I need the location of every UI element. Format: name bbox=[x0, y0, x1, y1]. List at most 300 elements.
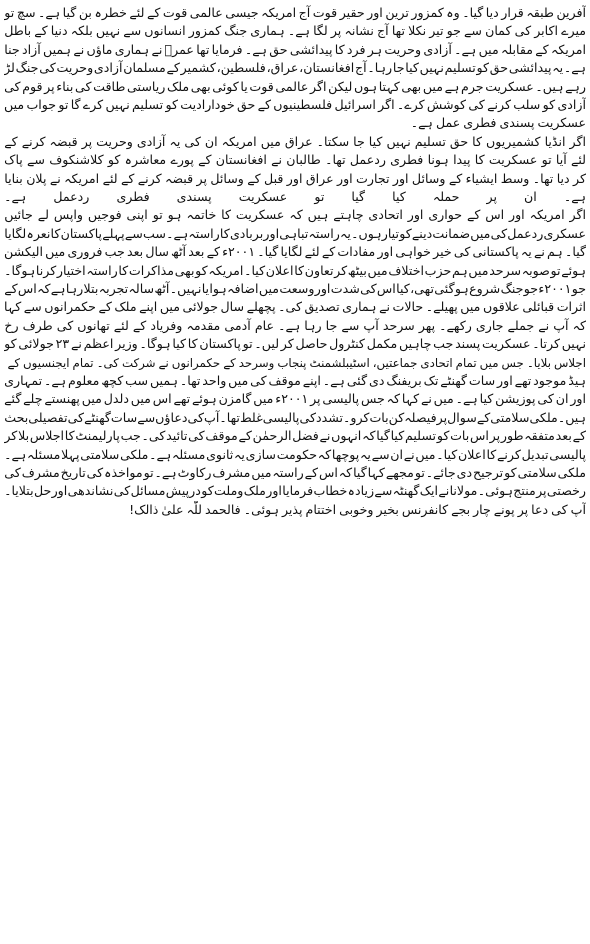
word: عمرؓ bbox=[164, 41, 194, 57]
word: پر bbox=[536, 483, 547, 499]
word: متفقہ bbox=[524, 428, 555, 444]
word: فطری bbox=[463, 115, 497, 131]
word: عام bbox=[254, 317, 274, 333]
word: ان bbox=[204, 133, 218, 149]
word: سلامتی bbox=[517, 465, 557, 480]
word: واحد bbox=[202, 373, 227, 388]
word: ہے۔ bbox=[322, 373, 345, 388]
word: پوزیشن bbox=[495, 391, 536, 407]
text-line bbox=[4, 206, 586, 224]
word: طبقہ bbox=[526, 5, 554, 20]
word: عسکریت bbox=[488, 152, 538, 168]
word: گیا bbox=[351, 189, 366, 204]
word: آدمی bbox=[224, 317, 251, 333]
word: گھنٹہ bbox=[392, 483, 420, 499]
word: رخصتی bbox=[546, 483, 586, 499]
word: اور bbox=[51, 483, 68, 499]
word: کا bbox=[219, 225, 230, 241]
text-line bbox=[4, 4, 586, 22]
word: تسلیم bbox=[132, 97, 164, 112]
word: چاہتے bbox=[333, 207, 364, 223]
word: خودارادیت bbox=[180, 97, 235, 112]
word: مفادات bbox=[337, 244, 376, 260]
word: بلایا۔ bbox=[526, 355, 551, 370]
word: تو bbox=[152, 207, 163, 223]
word: کے bbox=[247, 170, 261, 186]
word: اس bbox=[485, 207, 505, 223]
word: اثرات bbox=[556, 299, 586, 315]
word: تو bbox=[242, 336, 253, 352]
word: لئے bbox=[570, 152, 586, 168]
word: تصدیق bbox=[304, 299, 340, 315]
word: یہ bbox=[520, 244, 532, 260]
word: تھا۔ bbox=[325, 152, 346, 168]
word: رکاوٹ bbox=[177, 465, 212, 480]
word: ان bbox=[390, 446, 404, 462]
word: لئے bbox=[102, 170, 118, 186]
word: کے bbox=[98, 299, 112, 315]
word: ہمیں bbox=[43, 41, 72, 57]
word: قوت bbox=[162, 5, 188, 20]
word: نہیں۔ bbox=[169, 281, 202, 296]
word: کو bbox=[107, 152, 121, 168]
word: تھا bbox=[196, 41, 210, 57]
word: الیکشن bbox=[4, 244, 43, 260]
word: ہیں bbox=[307, 207, 329, 223]
word: ہیں۔ bbox=[535, 78, 564, 94]
word: پہلے bbox=[102, 225, 125, 241]
word: آزادی bbox=[136, 133, 166, 149]
word: جس bbox=[360, 391, 385, 407]
word: امریکہ bbox=[529, 207, 565, 223]
word: وحریت bbox=[56, 60, 94, 76]
word: مسائل bbox=[130, 483, 166, 499]
word: باطل bbox=[4, 23, 32, 39]
word: اگر bbox=[378, 97, 395, 112]
word: جب bbox=[433, 336, 454, 352]
word: اعلان bbox=[457, 446, 486, 462]
word: تو bbox=[314, 189, 325, 204]
word: ہم bbox=[547, 244, 563, 260]
word: کہ bbox=[572, 317, 586, 333]
word: میں bbox=[228, 373, 249, 388]
text-line bbox=[4, 78, 586, 96]
word: ہیڈ bbox=[568, 373, 586, 388]
text-line bbox=[4, 280, 586, 298]
word: تک bbox=[423, 373, 439, 388]
word: کے bbox=[121, 170, 135, 186]
word: کو bbox=[4, 336, 17, 352]
word: اختلاف bbox=[388, 262, 424, 278]
word: پالیسی bbox=[322, 391, 360, 407]
word: اور bbox=[266, 483, 282, 499]
word: کیا bbox=[396, 281, 410, 296]
word: آج bbox=[377, 23, 389, 39]
word: دعاؤں bbox=[155, 409, 188, 425]
word: جو bbox=[571, 281, 586, 296]
text-line bbox=[4, 188, 586, 206]
text-line bbox=[4, 427, 586, 445]
word: ذالک! bbox=[129, 501, 159, 517]
word: معلوم bbox=[68, 373, 100, 388]
word: سلامتی bbox=[490, 409, 530, 425]
word: جب bbox=[104, 244, 125, 260]
word: کو bbox=[542, 97, 556, 112]
word: ہوں۔ bbox=[351, 225, 382, 241]
word: میں bbox=[253, 391, 274, 407]
word: نے bbox=[319, 428, 331, 444]
word: ان bbox=[555, 391, 569, 407]
word: کن bbox=[388, 409, 405, 425]
word: ردعمل bbox=[53, 189, 90, 204]
word: تھا۔ bbox=[219, 409, 240, 425]
word: بریفنگ bbox=[386, 373, 422, 388]
word: سال bbox=[145, 244, 169, 260]
word: حکمرانوں bbox=[44, 299, 96, 315]
word: وسرحد bbox=[238, 355, 275, 370]
word: میں bbox=[470, 225, 491, 241]
word: سلامتی bbox=[80, 446, 120, 462]
word: میں bbox=[4, 97, 25, 112]
word: نہیں bbox=[105, 97, 130, 112]
word: سکتا۔ bbox=[316, 133, 350, 149]
text-line bbox=[4, 298, 586, 316]
word: تو bbox=[550, 262, 561, 278]
word: کی bbox=[187, 409, 204, 425]
word: کے bbox=[34, 23, 48, 39]
word: پر bbox=[517, 501, 529, 517]
word: ہوئے bbox=[192, 391, 217, 407]
word: کا bbox=[64, 428, 75, 444]
word: انڈیا bbox=[544, 133, 566, 149]
word: کی۔ bbox=[278, 299, 303, 315]
word: آزادی bbox=[557, 97, 586, 112]
word: نے bbox=[271, 152, 282, 168]
word: دی bbox=[368, 373, 385, 388]
word: تھے bbox=[173, 391, 191, 407]
word: کی bbox=[514, 23, 532, 39]
word: بلکہ bbox=[70, 23, 93, 39]
word: اور bbox=[314, 281, 331, 296]
word: سے bbox=[123, 23, 142, 39]
word: ردعمل bbox=[507, 225, 544, 241]
word: ریاستی bbox=[127, 78, 166, 94]
word: سلب bbox=[513, 97, 541, 112]
word: ہو bbox=[454, 281, 469, 296]
word: کر bbox=[334, 262, 348, 278]
text-line bbox=[4, 501, 586, 519]
word: ہے۔ bbox=[44, 373, 67, 388]
word: کلاشنکوف bbox=[49, 152, 104, 168]
word: میں bbox=[45, 244, 66, 260]
word: کے bbox=[206, 244, 220, 260]
word: اس bbox=[470, 428, 489, 444]
word: نے bbox=[379, 299, 390, 315]
word: حکمرانوں bbox=[171, 355, 221, 370]
word: قوم bbox=[22, 78, 43, 94]
word: مشرف bbox=[21, 465, 60, 480]
word: فطری bbox=[390, 152, 424, 168]
word: تجارت bbox=[356, 170, 390, 186]
word: جملے bbox=[507, 317, 535, 333]
word: راستہ bbox=[272, 465, 304, 480]
word: پیدائشی bbox=[508, 60, 552, 76]
word: وہ bbox=[446, 5, 460, 20]
word: گیا۔ bbox=[564, 244, 586, 260]
word: غلط bbox=[239, 409, 263, 425]
word: ہوں bbox=[353, 78, 378, 94]
word: کے bbox=[166, 60, 180, 76]
word: اجلاس bbox=[553, 355, 586, 370]
word: کرنے bbox=[487, 97, 511, 112]
word: میرے bbox=[561, 23, 586, 39]
word: کا bbox=[486, 446, 497, 462]
word: تمہاری bbox=[4, 373, 43, 388]
word: اور bbox=[509, 207, 525, 223]
word: ہے۔ bbox=[563, 189, 586, 204]
word: جا bbox=[325, 317, 338, 333]
word: حواری bbox=[428, 207, 463, 223]
word: کا bbox=[50, 225, 61, 241]
word: لگایا bbox=[280, 244, 303, 260]
word: سے bbox=[27, 152, 45, 168]
word: قوت bbox=[249, 78, 274, 94]
word: میں bbox=[479, 355, 499, 370]
word: ہمیں bbox=[149, 373, 179, 388]
word: سب bbox=[125, 373, 149, 388]
word: پوچھا bbox=[331, 446, 360, 462]
word: تو bbox=[143, 465, 154, 480]
word: شدت bbox=[330, 281, 360, 296]
word: اور bbox=[286, 170, 303, 186]
word: یہ bbox=[234, 446, 245, 462]
word: کشمیریوں bbox=[486, 133, 541, 149]
word: ۲۰۰۱ء bbox=[275, 391, 309, 407]
word: کی۔ bbox=[96, 355, 119, 370]
word: فوجیں bbox=[87, 207, 122, 223]
word: ۲۰۰۱ء bbox=[538, 281, 572, 296]
word: ہے۔ bbox=[278, 317, 301, 333]
word: کے bbox=[257, 97, 271, 112]
word: تو bbox=[58, 97, 69, 112]
word: گئی bbox=[434, 281, 455, 296]
word: کا bbox=[474, 152, 485, 168]
text-line bbox=[4, 151, 586, 169]
word: سات bbox=[468, 373, 496, 388]
word: کمزور bbox=[188, 23, 222, 39]
word: کی bbox=[188, 428, 205, 444]
word: تفصیلی bbox=[28, 409, 68, 425]
word: جرم bbox=[461, 78, 484, 94]
word: کہا bbox=[401, 391, 420, 407]
word: کی bbox=[490, 225, 508, 241]
word: گیا bbox=[353, 465, 367, 480]
word: فرمایا bbox=[211, 41, 243, 57]
word: کے bbox=[238, 428, 252, 444]
word: آج bbox=[298, 5, 311, 20]
word: اتحادی bbox=[368, 207, 403, 223]
word: جو bbox=[446, 23, 461, 39]
word: کی۔ bbox=[141, 428, 166, 444]
word: فضل bbox=[292, 428, 319, 444]
word: تھانوں bbox=[77, 317, 110, 333]
word: فروری bbox=[67, 244, 103, 260]
word: عالمی bbox=[275, 78, 309, 94]
word: عالمی bbox=[189, 5, 223, 20]
word: نشانہ bbox=[344, 23, 374, 39]
word: یہ bbox=[339, 225, 351, 241]
word: اتحادی bbox=[420, 355, 453, 370]
word: کے bbox=[535, 41, 549, 57]
word: کو bbox=[476, 60, 490, 76]
word: اس bbox=[376, 281, 396, 296]
word: ہماری bbox=[342, 299, 377, 315]
word: دلدل bbox=[103, 391, 129, 407]
word: پونے bbox=[493, 501, 515, 517]
word: پھنستے bbox=[44, 391, 80, 407]
word: طالبان bbox=[286, 152, 321, 168]
word: کیا۔ bbox=[436, 446, 458, 462]
word: سے bbox=[137, 409, 156, 425]
word: خیر bbox=[433, 244, 452, 260]
word: آٹھ bbox=[171, 244, 187, 260]
word: امریکہ bbox=[64, 170, 100, 186]
word: لئے bbox=[129, 5, 145, 20]
word: کو bbox=[195, 262, 208, 278]
word: امریکہ bbox=[550, 41, 586, 57]
word: میں bbox=[260, 133, 281, 149]
word: ملک bbox=[114, 299, 137, 315]
word: جا bbox=[353, 133, 365, 149]
word: گیا۔ bbox=[462, 5, 484, 20]
word: بھی bbox=[190, 78, 211, 94]
word: بات bbox=[450, 428, 470, 444]
word: لئے bbox=[304, 244, 320, 260]
word: ماؤں bbox=[86, 41, 113, 57]
word: ہوئی۔ bbox=[477, 483, 513, 499]
word: کرے۔ bbox=[396, 97, 425, 112]
word: کرو۔ bbox=[343, 409, 370, 425]
word: تو bbox=[414, 465, 425, 480]
word: آپ bbox=[363, 317, 379, 333]
word: بخیر bbox=[376, 501, 399, 517]
word: مسئلہ bbox=[27, 446, 61, 462]
word: وسائل bbox=[210, 170, 244, 186]
word: میں bbox=[130, 391, 151, 407]
word: سات bbox=[110, 409, 138, 425]
word: فرمایا bbox=[282, 483, 314, 499]
word: آپ bbox=[570, 501, 586, 517]
word: حملہ bbox=[432, 189, 460, 204]
word: ہوا bbox=[209, 281, 227, 296]
word: تیر bbox=[429, 23, 444, 39]
word: یہ bbox=[169, 133, 181, 149]
word: فرد bbox=[346, 41, 366, 57]
word: کمزور bbox=[411, 5, 444, 20]
word: آٹھ bbox=[154, 281, 170, 296]
text-line bbox=[4, 354, 586, 372]
word: ہر bbox=[367, 41, 383, 57]
word: پالیسی bbox=[262, 409, 300, 425]
word: امریکہ bbox=[261, 5, 297, 20]
word: کی bbox=[184, 133, 201, 149]
word: کے bbox=[476, 409, 491, 425]
text-line bbox=[4, 225, 586, 243]
word: آفرین bbox=[556, 5, 586, 20]
word: للّٰہ bbox=[186, 501, 202, 517]
word: دینے bbox=[411, 225, 433, 241]
word: ردعمل bbox=[349, 152, 386, 168]
word: سچ bbox=[16, 5, 36, 20]
word: ملکی bbox=[529, 409, 558, 425]
word: اس bbox=[318, 465, 338, 480]
word: زیادہ bbox=[347, 483, 375, 499]
word: اور bbox=[336, 170, 353, 186]
word: تو bbox=[4, 5, 15, 20]
word: قرار bbox=[501, 5, 524, 20]
word: خواہی bbox=[395, 244, 431, 260]
word: کی bbox=[67, 409, 85, 425]
word: پر bbox=[489, 428, 501, 444]
word: میں bbox=[422, 78, 443, 94]
word: جنگ bbox=[15, 60, 39, 76]
word: کشمیر bbox=[180, 60, 216, 76]
word: کی bbox=[4, 78, 21, 94]
word: کی bbox=[113, 483, 131, 499]
word: کے bbox=[223, 355, 236, 370]
word: خاتمہ bbox=[186, 207, 217, 223]
word: جولائی bbox=[182, 299, 218, 315]
word: طور bbox=[500, 428, 524, 444]
word: کرنے bbox=[21, 133, 46, 149]
word: نے bbox=[73, 41, 85, 57]
word: بحث bbox=[4, 409, 29, 425]
word: وحریت bbox=[384, 41, 422, 57]
word: کی bbox=[86, 465, 104, 480]
word: نے bbox=[403, 446, 415, 462]
word: ضمانت bbox=[432, 225, 471, 241]
word: میں bbox=[367, 262, 388, 278]
word: بیٹھ bbox=[347, 262, 367, 278]
word: جا bbox=[392, 60, 405, 76]
word: کی bbox=[56, 317, 74, 333]
word: لگایا bbox=[4, 225, 27, 241]
word: نے bbox=[420, 391, 432, 407]
word: جس bbox=[501, 355, 524, 370]
text-line bbox=[4, 133, 586, 151]
word: ہے۔ bbox=[244, 41, 267, 57]
word: وخوبی bbox=[339, 501, 374, 517]
word: پلان bbox=[26, 170, 47, 186]
word: تمام bbox=[72, 355, 94, 370]
word: تسلیم bbox=[444, 60, 476, 76]
word: ہے۔ bbox=[454, 41, 477, 57]
word: یہ bbox=[360, 446, 371, 462]
word: وزیر bbox=[115, 336, 138, 352]
word: راستہ bbox=[308, 225, 340, 241]
word: حاصل bbox=[295, 336, 328, 352]
word: پاک bbox=[4, 152, 23, 168]
word: کو bbox=[436, 428, 450, 444]
word: مقابلہ bbox=[501, 41, 534, 57]
text-line bbox=[4, 262, 586, 280]
word: جنگ bbox=[224, 23, 248, 39]
text-line bbox=[4, 114, 586, 132]
word: مقدمہ bbox=[186, 317, 221, 333]
word: تمام bbox=[455, 355, 477, 370]
word: قبائلی bbox=[522, 299, 555, 315]
text-line bbox=[4, 409, 586, 427]
